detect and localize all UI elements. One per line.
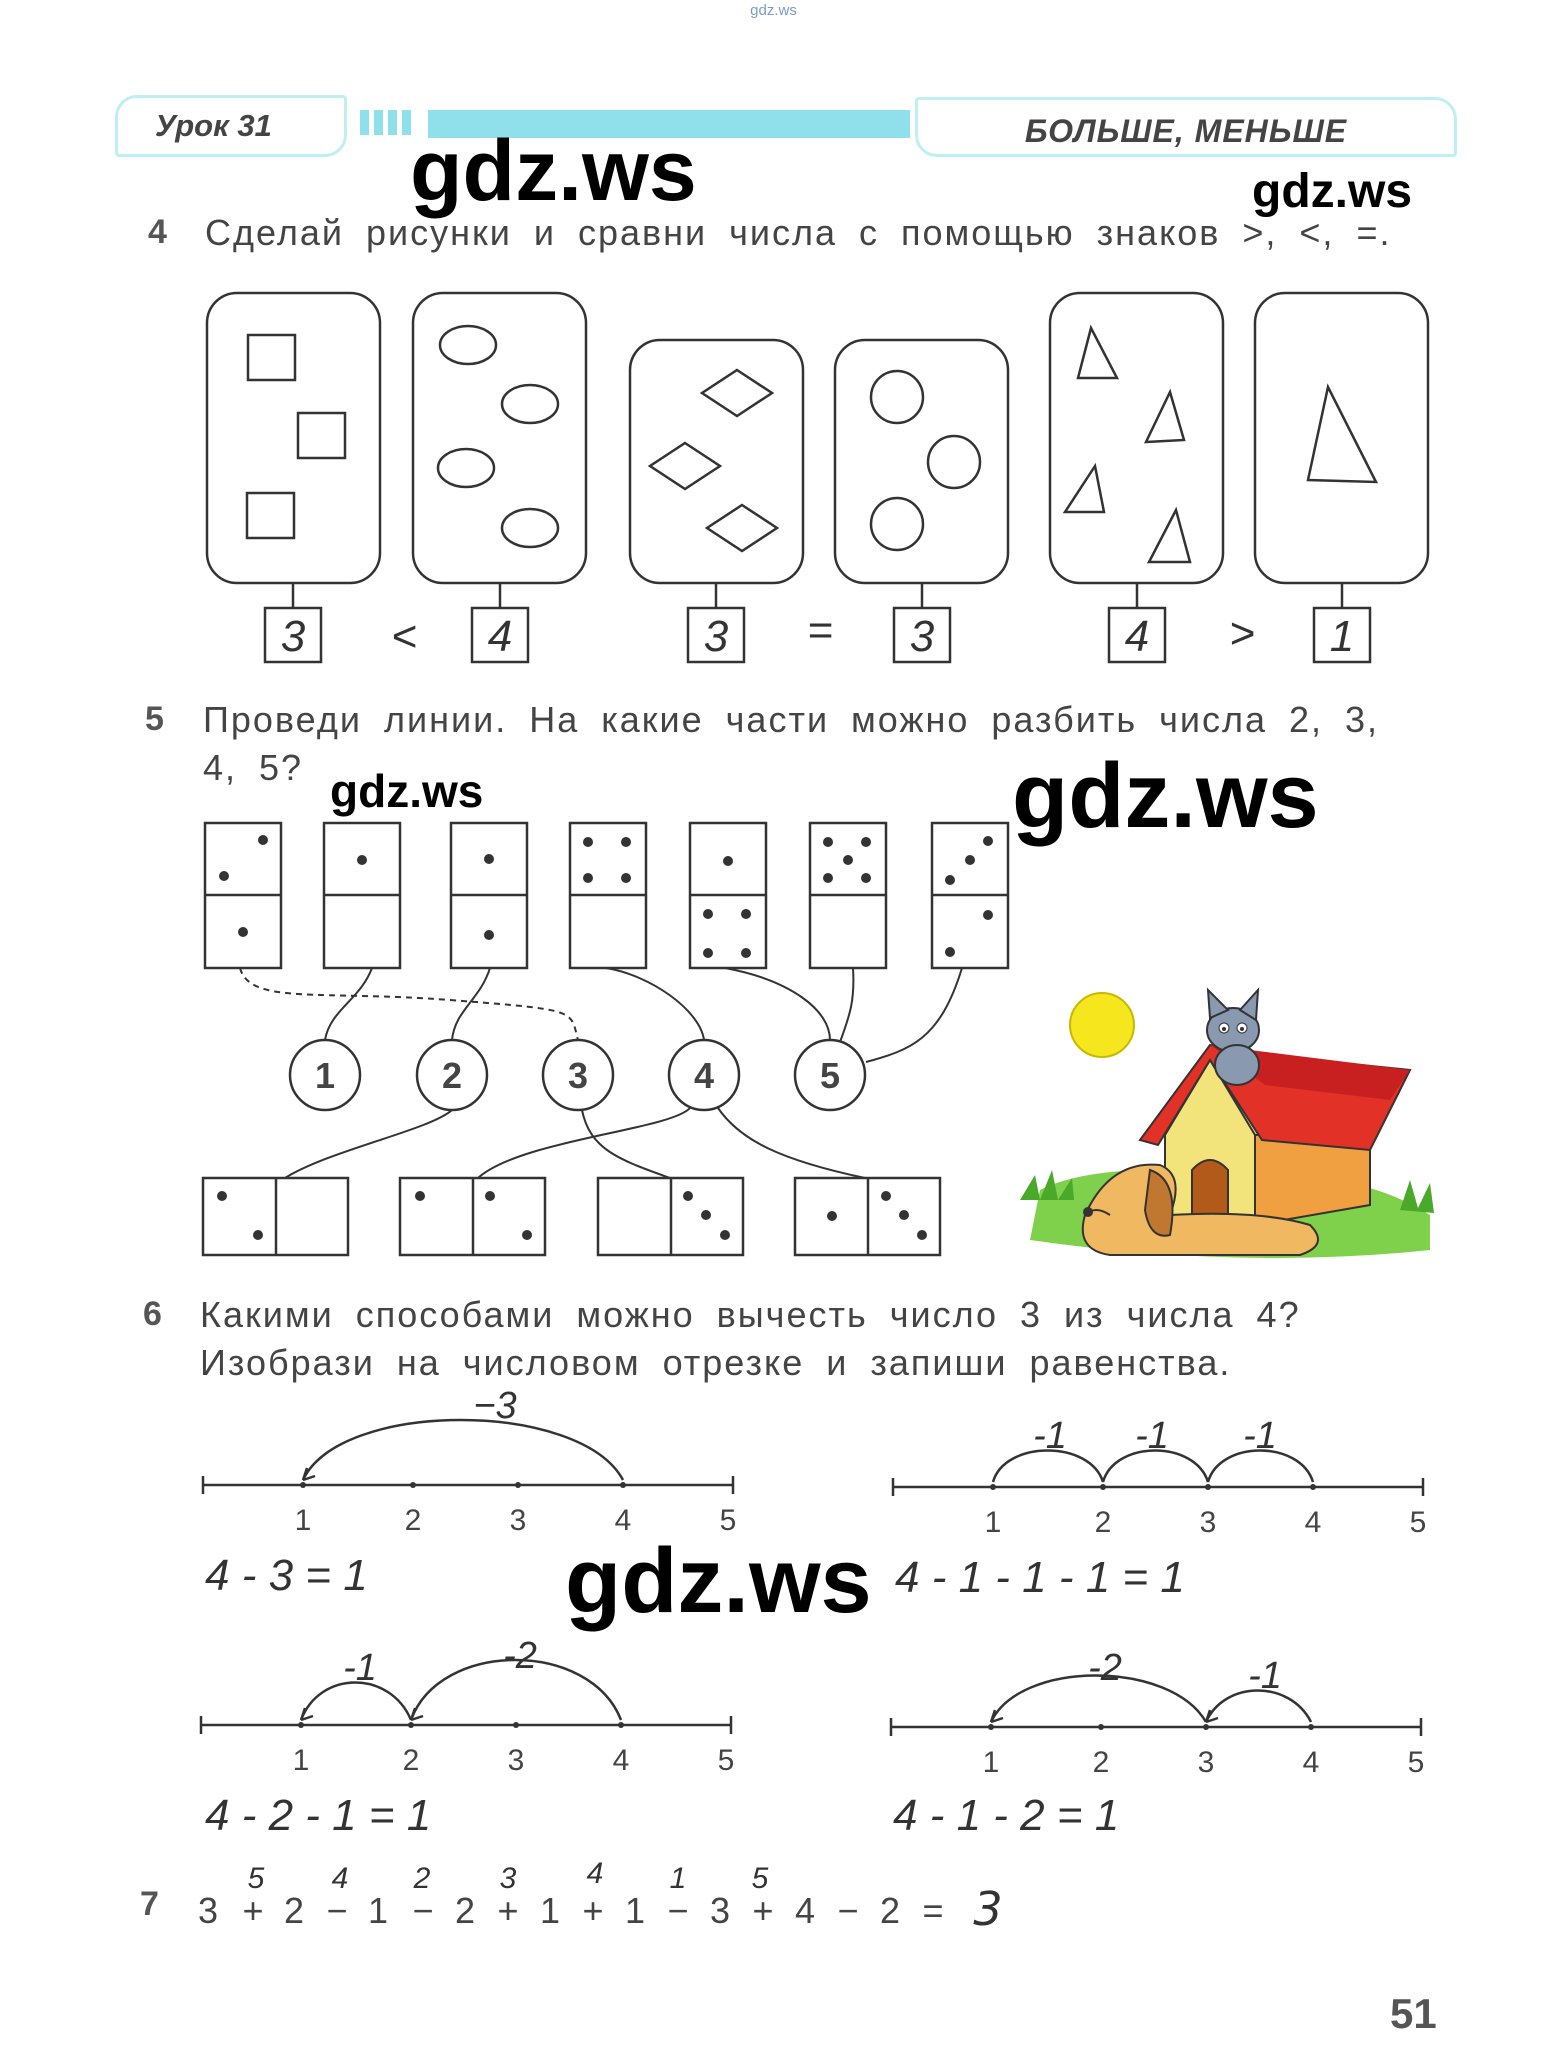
square-shape	[298, 413, 345, 458]
tick-label: 1	[984, 1506, 1002, 1539]
picture-card	[413, 293, 586, 583]
task4-number: 4	[148, 213, 167, 251]
answer-digit: 4	[487, 612, 513, 661]
tick-label: 2	[402, 1744, 420, 1777]
expression-operator: +	[752, 1890, 774, 1931]
tick-label: 2	[404, 1504, 422, 1537]
circle-shape	[928, 436, 980, 488]
task7-number: 7	[140, 1885, 159, 1923]
jump-label: −3	[473, 1385, 517, 1427]
answer-digit: 1	[1329, 612, 1355, 661]
tick-label: 1	[292, 1744, 310, 1777]
tick-label: 3	[507, 1744, 525, 1777]
watermark: gdz.ws	[410, 123, 697, 219]
watermark: gdz.ws	[1012, 745, 1319, 847]
expression-operator: +	[582, 1890, 604, 1931]
tick-label: 4	[1302, 1746, 1320, 1779]
expression-term: 1	[367, 1890, 389, 1931]
diamond-shape	[650, 443, 720, 489]
jump-label: -1	[343, 1647, 377, 1689]
page-number: 51	[1390, 1990, 1437, 2037]
tick-label: 3	[509, 1504, 527, 1537]
comparison-sign: =	[807, 606, 833, 655]
tick-label: 4	[612, 1744, 630, 1777]
tick-label: 3	[1197, 1746, 1215, 1779]
oval-shape	[502, 385, 558, 423]
expression-operator: =	[922, 1890, 944, 1931]
tick-label: 2	[1094, 1506, 1112, 1539]
expression-operator: −	[412, 1890, 434, 1931]
jump-arc	[303, 1420, 623, 1480]
circle-number: 2	[441, 1055, 463, 1096]
picture-card	[207, 293, 380, 583]
jump-label: -1	[1248, 1655, 1282, 1697]
expression-term: 1	[624, 1890, 646, 1931]
expression-term: 1	[539, 1890, 561, 1931]
expression-term: 4	[794, 1890, 816, 1931]
intermediate-result: 5	[247, 1862, 265, 1895]
doghouse-illustration	[1020, 990, 1434, 1258]
triangle-shape	[1065, 466, 1104, 512]
circle-shape	[871, 371, 923, 423]
task5-text-line1: Проведи линии. На какие части можно разбить числа 2, 3,	[203, 699, 1380, 740]
equation: 4 - 1 - 1 - 1 = 1	[895, 1553, 1185, 1602]
task6-text-line2: Изобрази на числовом отрезке и запиши равенства.	[200, 1342, 1232, 1383]
intermediate-result: 5	[751, 1862, 769, 1895]
picture-card	[835, 340, 1008, 583]
equation: 4 - 3 = 1	[205, 1551, 368, 1600]
jump-label: -2	[1088, 1647, 1122, 1689]
intermediate-result: 4	[586, 1857, 604, 1890]
triangle-shape	[1078, 328, 1117, 378]
equation: 4 - 2 - 1 = 1	[205, 1791, 432, 1840]
expression-term: 2	[879, 1890, 901, 1931]
task4-text: Сделай рисунки и сравни числа с помощью знаков >, <, =.	[205, 212, 1392, 253]
picture-card	[1255, 293, 1428, 583]
circle-number: 3	[567, 1055, 589, 1096]
tick-label: 5	[717, 1744, 735, 1777]
tick-label: 1	[294, 1504, 312, 1537]
triangle-shape	[1149, 510, 1190, 562]
jump-label: -1	[1033, 1415, 1067, 1457]
task5-number: 5	[145, 700, 164, 738]
final-answer: 3	[973, 1882, 1003, 1936]
watermark: gdz.ws	[565, 1530, 872, 1632]
comparison-sign: >	[1229, 609, 1255, 658]
picture-card	[1050, 293, 1223, 583]
expression-operator: −	[667, 1890, 689, 1931]
square-shape	[248, 335, 295, 380]
intermediate-result: 4	[331, 1862, 349, 1895]
square-shape	[247, 493, 294, 538]
expression-term: 2	[283, 1890, 305, 1931]
circle-number: 5	[819, 1055, 841, 1096]
watermark: gdz.ws	[1252, 165, 1413, 218]
expression-operator: +	[497, 1890, 519, 1931]
expression-operator: −	[837, 1890, 859, 1931]
oval-shape	[440, 326, 496, 364]
answer-digit: 3	[909, 612, 935, 661]
expression-operator: −	[326, 1890, 348, 1931]
task6-number: 6	[143, 1295, 162, 1333]
tick-label: 5	[719, 1504, 737, 1537]
diamond-shape	[702, 370, 772, 416]
task6-text-line1: Какими способами можно вычесть число 3 из числа 4?	[200, 1294, 1301, 1335]
circle-number: 1	[314, 1055, 336, 1096]
intermediate-result: 3	[499, 1862, 517, 1895]
jump-label: -2	[503, 1635, 537, 1677]
expression-term: 3	[709, 1890, 731, 1931]
jump-label: -1	[1135, 1415, 1169, 1457]
triangle-shape	[1146, 392, 1184, 442]
tick-label: 4	[614, 1504, 632, 1537]
large-triangle-shape	[1308, 387, 1376, 482]
site-top-label: gdz.ws	[750, 2, 797, 19]
lesson-label: Урок 31	[155, 108, 272, 143]
tick-label: 3	[1199, 1506, 1217, 1539]
expression-term: 2	[454, 1890, 476, 1931]
answer-digit: 3	[703, 612, 729, 661]
tick-label: 5	[1409, 1506, 1427, 1539]
tick-label: 2	[1092, 1746, 1110, 1779]
intermediate-result: 2	[413, 1862, 431, 1895]
jump-label: -1	[1243, 1415, 1277, 1457]
topic-title: БОЛЬШЕ, МЕНЬШЕ	[1024, 113, 1348, 149]
task5-text-line2: 4, 5?	[203, 747, 304, 788]
tick-label: 5	[1407, 1746, 1425, 1779]
circle-shape	[871, 498, 923, 550]
equation: 4 - 1 - 2 = 1	[893, 1791, 1120, 1840]
intermediate-result: 1	[669, 1862, 687, 1895]
answer-digit: 3	[280, 612, 306, 661]
circle-number: 4	[693, 1055, 715, 1096]
expression-operator: +	[242, 1890, 264, 1931]
diamond-shape	[707, 505, 777, 551]
watermark: gdz.ws	[330, 765, 484, 817]
tick-label: 4	[1304, 1506, 1322, 1539]
comparison-sign: <	[391, 612, 417, 661]
answer-digit: 4	[1124, 612, 1150, 661]
expression-term: 3	[197, 1890, 219, 1931]
tick-label: 1	[982, 1746, 1000, 1779]
oval-shape	[502, 509, 558, 547]
oval-shape	[438, 449, 494, 487]
